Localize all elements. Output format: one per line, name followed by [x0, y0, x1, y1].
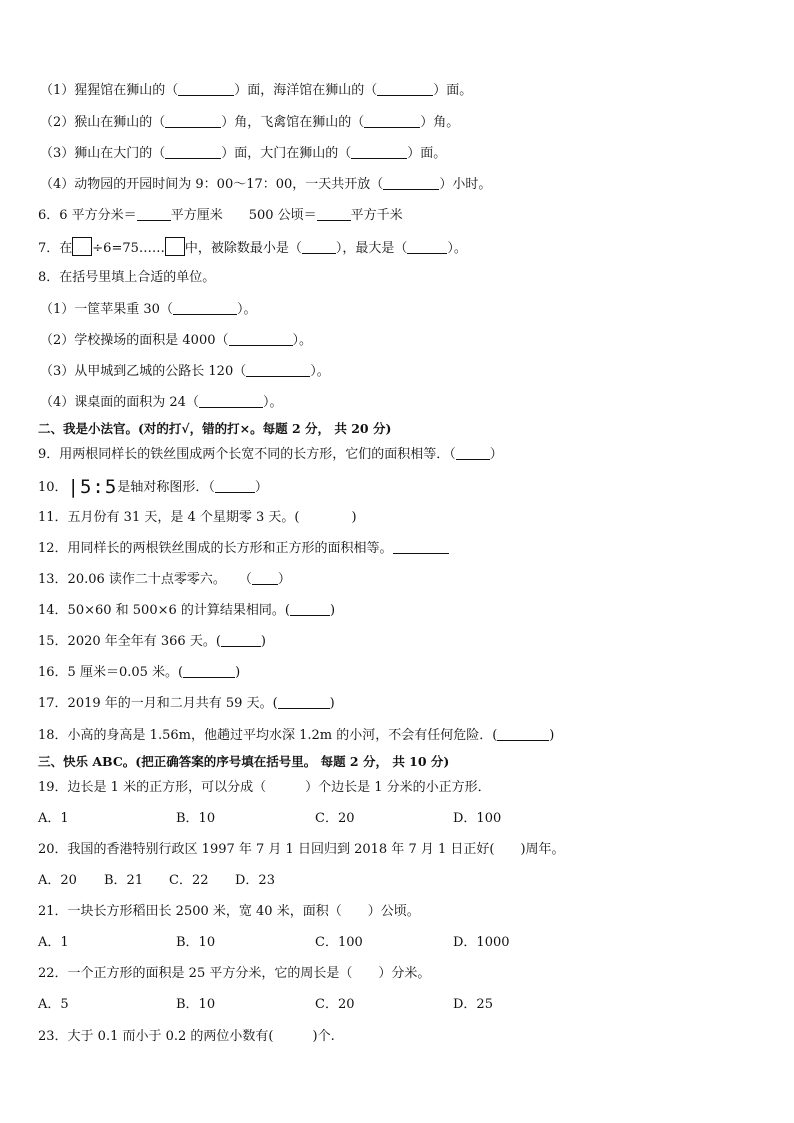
answer-blank[interactable]: [229, 332, 293, 346]
question-14: [38, 601, 774, 621]
question-text: ): [235, 665, 241, 680]
question-9: [38, 445, 774, 465]
question-7: [38, 237, 774, 257]
answer-blank[interactable]: [178, 82, 234, 96]
option-d[interactable]: D．1000: [453, 935, 510, 950]
answer-blank[interactable]: [215, 479, 255, 493]
question-12: [38, 539, 774, 559]
question-text: ）。: [236, 302, 257, 317]
option-c[interactable]: C．22: [169, 873, 209, 888]
question-text: ）: [254, 480, 268, 495]
answer-blank[interactable]: [252, 571, 278, 585]
answer-blank[interactable]: [407, 240, 447, 254]
option-c[interactable]: C．20: [315, 811, 355, 826]
question-text: （4）动物园的开园时间为 9：00～17：00，一天共开放（: [40, 177, 384, 192]
question-21-options: [38, 933, 738, 953]
fill-box[interactable]: [165, 237, 185, 256]
question-text: （2）学校操场的面积是 4000（: [40, 333, 229, 348]
question-text: ），最大是（: [335, 241, 408, 256]
answer-blank[interactable]: [278, 695, 330, 709]
answer-blank[interactable]: [246, 363, 310, 377]
question-23: 23．大于 0.1 而小于 0.2 的两位小数有( )个.: [38, 1029, 335, 1044]
question-5-sub-2: [40, 113, 774, 133]
question-text: ): [549, 728, 555, 743]
question-5-sub-1: [40, 81, 774, 101]
question-8: 8．在括号里填上合适的单位。: [38, 270, 216, 285]
seven-segment-figure: |5:5: [67, 476, 118, 498]
question-6: [38, 206, 774, 226]
question-text: ）。: [262, 395, 283, 410]
question-text: ）。: [292, 333, 313, 348]
question-text: ）。: [447, 241, 467, 256]
section-3-heading: 三、快乐 ABC。(把正确答案的序号填在括号里。 每题 2 分， 共 10 分): [38, 754, 450, 769]
question-text: ): [329, 696, 335, 711]
fill-box[interactable]: [72, 237, 92, 256]
answer-blank[interactable]: [173, 301, 237, 315]
option-c[interactable]: C．20: [315, 997, 355, 1012]
question-text: （2）猴山在狮山的（: [40, 115, 166, 130]
answer-blank[interactable]: [383, 176, 439, 190]
question-text: ）面。: [407, 146, 447, 161]
answer-blank[interactable]: [183, 664, 235, 678]
option-d[interactable]: D．23: [235, 873, 275, 888]
question-text: ）: [489, 447, 503, 462]
question-5-sub-4: [40, 175, 774, 195]
question-text: 6．6 平方分米＝: [38, 208, 137, 223]
answer-blank[interactable]: [199, 394, 263, 408]
answer-blank[interactable]: [377, 82, 433, 96]
option-d[interactable]: D．25: [453, 997, 493, 1012]
question-text: （1）一筐苹果重 30（: [40, 302, 173, 317]
question-text: ）面。: [433, 83, 473, 98]
question-text: ÷6=75……: [92, 241, 165, 256]
question-22: 22．一个正方形的面积是 25 平方分米，它的周长是（ ）分米。: [38, 966, 431, 981]
answer-blank[interactable]: [456, 446, 490, 460]
question-8-sub-2: [40, 331, 774, 351]
question-text: ）面，海洋馆在狮山的（: [234, 83, 378, 98]
question-8-sub-3: [40, 362, 774, 382]
question-21: 21．一块长方形稻田长 2500 米，宽 40 米，面积（ ）公顷。: [38, 904, 420, 919]
question-8-sub-1: [40, 300, 774, 320]
answer-blank[interactable]: [165, 145, 221, 159]
question-text: （1）猩猩馆在狮山的（: [40, 83, 179, 98]
section-2-heading: 二、我是小法官。(对的打√，错的打×。每题 2 分， 共 20 分): [38, 421, 392, 436]
answer-blank[interactable]: [364, 114, 420, 128]
answer-blank[interactable]: [221, 633, 261, 647]
answer-blank[interactable]: [497, 727, 549, 741]
question-text: （3）从甲城到乙城的公路长 120（: [40, 364, 247, 379]
question-text: 平方千米: [350, 208, 403, 223]
question-text: ）面，大门在狮山的（: [221, 146, 352, 161]
answer-blank[interactable]: [351, 145, 407, 159]
answer-blank[interactable]: [302, 240, 336, 254]
question-22-options: [38, 995, 738, 1015]
option-a[interactable]: A．1: [38, 935, 69, 950]
question-19-options: [38, 809, 738, 829]
question-5-sub-3: [40, 144, 774, 164]
question-text: ）角。: [420, 115, 460, 130]
question-text: 平方厘米 500 公顷＝: [170, 208, 317, 223]
question-text: 9．用两根同样长的铁丝围成两个长宽不同的长方形，它们的面积相等．（: [38, 447, 456, 462]
question-text: 中，被除数最小是（: [184, 241, 302, 256]
question-10: [38, 477, 774, 497]
question-15: [38, 632, 774, 652]
answer-blank[interactable]: [165, 114, 221, 128]
question-text: 17．2019 年的一月和二月共有 59 天。(: [38, 696, 278, 711]
answer-blank[interactable]: [290, 602, 330, 616]
question-13: [38, 570, 774, 590]
question-text: 13．20.06 读作二十点零零六。 （: [38, 572, 252, 587]
question-text: 12．用同样长的两根铁丝围成的长方形和正方形的面积相等。: [38, 541, 393, 556]
question-text: ）。: [310, 364, 330, 379]
question-text: 15．2020 年全年有 366 天。(: [38, 634, 221, 649]
option-a[interactable]: A．5: [38, 997, 69, 1012]
question-20-options: [38, 871, 738, 891]
question-20: 20．我国的香港特别行政区 1997 年 7 月 1 日回归到 2018 年 7 月 1 日正好( )周年。: [38, 842, 565, 857]
question-text: ）小时。: [439, 177, 492, 192]
option-b[interactable]: B．21: [104, 873, 144, 888]
question-text: 7．在: [38, 241, 73, 256]
question-text: ): [329, 603, 336, 618]
question-text: 14．50×60 和 500×6 的计算结果相同。(: [38, 603, 290, 618]
question-17: [38, 694, 774, 714]
question-text: 是轴对称图形．（: [117, 480, 215, 495]
question-19: 19．边长是 1 米的正方形，可以分成（ ）个边长是 1 分米的小正方形．: [38, 780, 491, 795]
option-b[interactable]: B．10: [176, 997, 216, 1012]
option-b[interactable]: B．10: [176, 811, 216, 826]
answer-blank[interactable]: [393, 540, 449, 554]
question-text: 10．: [38, 480, 68, 495]
question-text: 18．小高的身高是 1.56m，他趟过平均水深 1.2m 的小河，不会有任何危险．(: [38, 728, 498, 743]
question-18: [38, 726, 774, 746]
answer-blank[interactable]: [317, 207, 351, 221]
option-b[interactable]: B．10: [176, 935, 216, 950]
question-text: ): [260, 634, 266, 649]
answer-blank[interactable]: [137, 207, 171, 221]
question-text: （4）课桌面的面积为 24（: [40, 395, 199, 410]
option-c[interactable]: C．100: [315, 935, 363, 950]
question-16: [38, 663, 774, 683]
question-text: ）: [277, 572, 291, 587]
question-text: ）角，飞禽馆在狮山的（: [221, 115, 365, 130]
question-text: 16．5 厘米＝0.05 米。(: [38, 665, 184, 680]
option-d[interactable]: D．100: [453, 811, 502, 826]
question-text: （3）狮山在大门的（: [40, 146, 166, 161]
option-a[interactable]: A．1: [38, 811, 69, 826]
option-a[interactable]: A．20: [38, 873, 77, 888]
question-11: 11．五月份有 31 天，是 4 个星期零 3 天。( ): [38, 510, 357, 525]
question-8-sub-4: [40, 393, 774, 413]
